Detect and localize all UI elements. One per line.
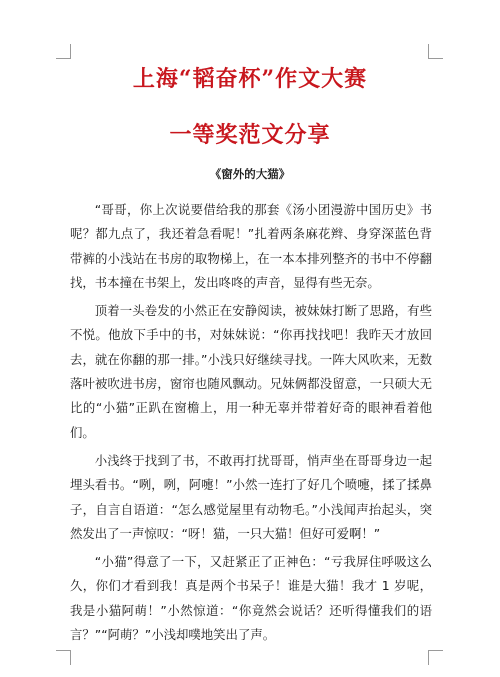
contest-title: 上海“韬奋杯”作文大赛 (132, 66, 368, 92)
crop-mark-bottom-left (56, 650, 71, 665)
paragraph: 顶着一头卷发的小然正在安静阅读，被妹妹打断了思路，有些不悦。他放下手中的书，对妹妹说：“你再找找吧！我昨天才放回去，就在你翻的那一排。”小浅只好继续寻找。一阵大风吹来，无数落叶被吹进书房，窗帘也随风飘动。兄妹俩都没留意，一只硕大无比的“小猫”正趴在窗檐上，用一种无辜并带着好奇的眼神看着他们。 (70, 303, 432, 440)
article-body (70, 198, 432, 647)
award-subtitle: 一等奖范文分享 (169, 122, 331, 148)
paragraph: “小猫”得意了一下，又赶紧正了正神色：“亏我屏住呼吸这么久，你们才看到我！真是两个书呆子！谁是大猫！我才 1 岁呢，我是小猫阿萌！”小然惊道：“你竟然会说话？还听得懂我们的语言？”“阿萌？”小浅却噗地笑出了声。 (70, 554, 432, 643)
paragraph: 小浅终于找到了书，不敢再打扰哥哥，悄声坐在哥哥身边一起埋头看书。“咧，咧，阿嚏！”小然一连打了好几个喷嚏，揉了揉鼻子，自言自语道：“怎么感觉屋里有动物毛。”小浅闻声抬起头，突然发出了一声惊叹：“呀！猫，一只大猫！但好可爱啊！” (70, 452, 432, 541)
crop-mark-bottom-right (428, 650, 443, 665)
crop-mark-top-left (56, 44, 71, 59)
crop-mark-top-right (428, 44, 443, 59)
paragraph: “哥哥，你上次说要借给我的那套《汤小团漫游中国历史》书呢？都九点了，我还着急看呢！”扎着两条麻花辫、身穿深蓝色背带裤的小浅站在书房的取物梯上，在一本本排列整齐的书中不停翻找，书本撞在书架上，发出咚咚的声音，显得有些无奈。 (70, 202, 432, 290)
article-title: 《窗外的大猫》 (209, 167, 291, 181)
